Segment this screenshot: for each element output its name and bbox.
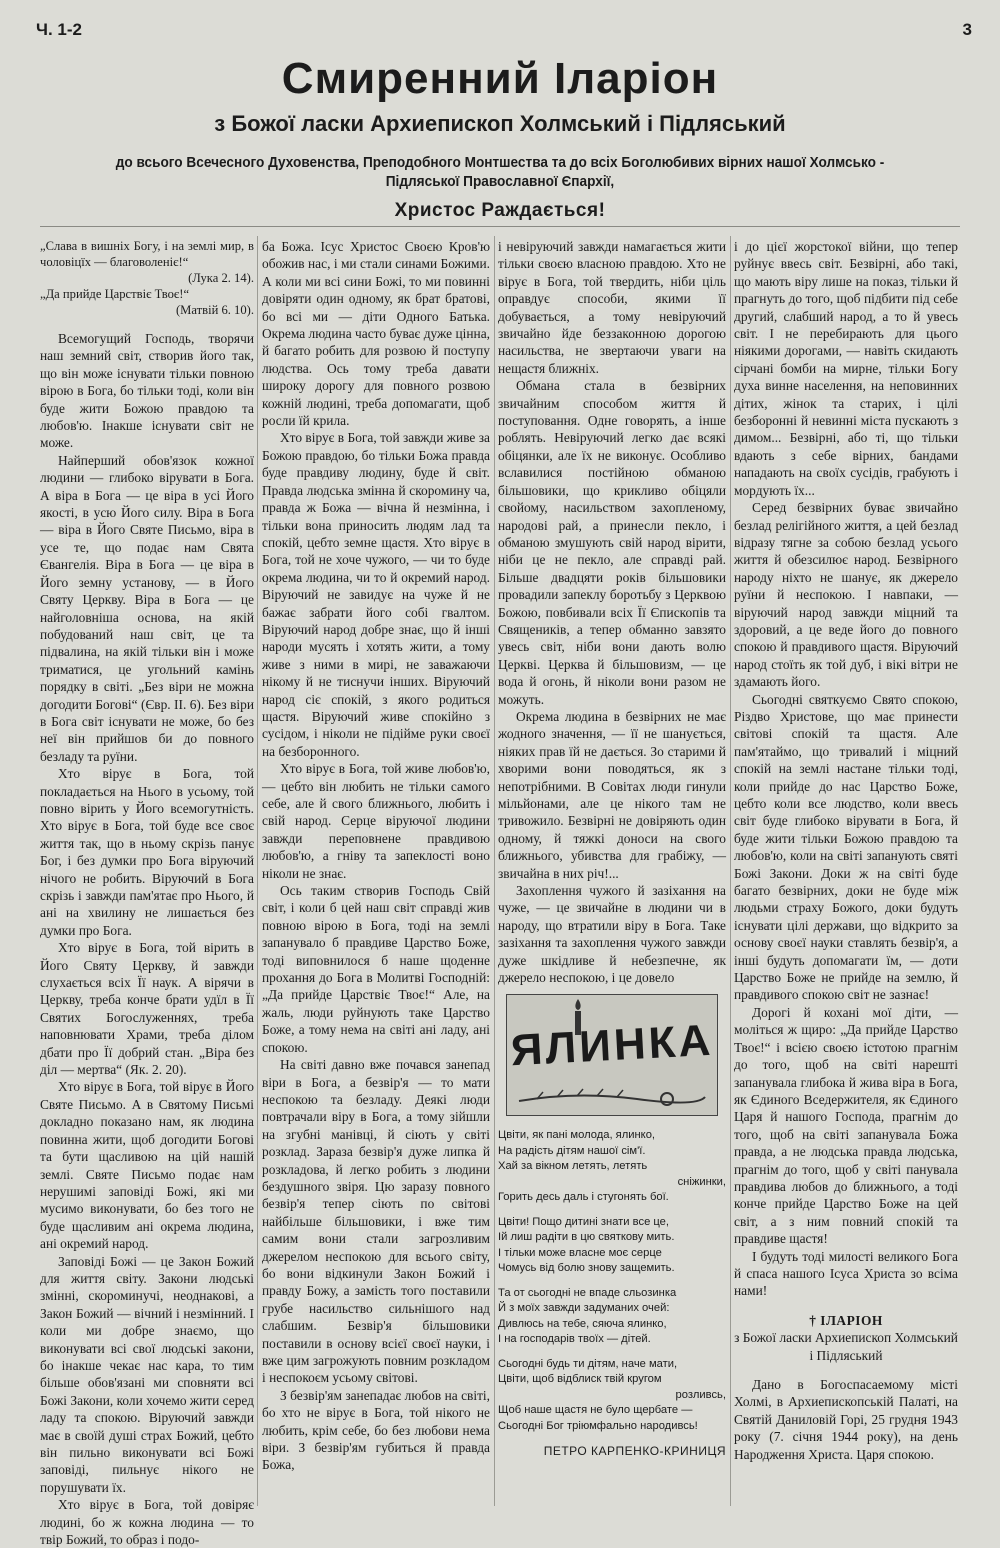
paragraph: Обмана стала в безвірних звичайним способом життя й поступовання. Одне говорять, а інше роблять. Невіруючий легко дає всякі обіцянки, але їх не виконує. Особливо вславилися постійною обманою більшовики, що крикливо обіцяли свойому, насильством захопленому, народові рай, а принесли пекло, і обманою змушують свій народ вірити, ніби це не пекло, але справді рай. Більше двадцяти років більшовики провадили запеклу боротьбу з Церквою Божою, повбивали всіх Її Єпископів та Священиків, а тепер обманно завзято увесь світ, ніби вони дають волю Церкві. Церква й більшовизм, — це вода й огонь, й ніколи вони разом не можуть. [498,378,726,707]
poem-title-banner [506,994,718,1116]
epigraph-reference: (Матвій 6. 10). [175,303,254,317]
page-number: 3 [962,20,972,39]
poem-line: Щоб наше щастя не було щербате — [498,1404,693,1416]
issue-number: Ч. 1-2 [36,20,82,39]
column-2 [262,238,490,1508]
poem-line: Горить десь даль і стугонять бої. [498,1191,669,1203]
paragraph: Серед безвірних буває звичайно безлад релігійного життя, а цей безлад відразу тягне за собою безлад усього життя й обезсилює народ. Безвірного народу ніхто не шанує, як джерело руїни й неспокою. І навпаки, — віруючий народ завжди міцний та здоровий, а це веде його до повного спокою й правдивого щастя. Віруючий народ стоїть як той дуб, і вікі вітри не здамають його. [734,500,958,690]
poem-line: сніжинки, [677,1175,726,1188]
poem-line: Дивлюсь на тебе, сяюча ялинко, [498,1317,667,1330]
poem-line: І тільки може власне моє серце [498,1246,662,1259]
paragraph: і до цієї жорстокої війни, що тепер руйнує ввесь світ. Безвірні, або такі, що мають віру лише на показ, тільки й прагнуть до того, щоб підбити під себе другий, слабший народ, а то й увесь світ. І не перебирають для цього ніякими дорогами, — навіть скидають сірчані бомби на мирне, тільки Богу духа винне населення, на неповинних дітих, жінок та старих, і цілі безборонні й невинні міста пускають з димом... Безвірні, або ті, що тільки вдають з себе вірних, бандами нападають на своїх сусідів, грабують і мордують їх... [734,239,958,498]
poem-author: ПЕТРО КАРПЕНКО-КРИНИЦЯ [543,1444,726,1458]
paragraph: На світі давно вже почався занепад віри в Бога, а безвір'я — то мати неспокою та безладу. Деякі люди повтрачали віру в Бога, а тому зійшли на згубні манівці, й сіють у світі розклад. Зараза безвір'я дуже липка й розкладова, й легко робить з людини бездушного звіря. Цю заразу повного безвір'я тепер сіють по світові найбільше більшовики, і вже тим самим вони стали загрозливим джерелом неспокою для всього світу, бо вони відкинули Закон Божий і правду Божу, а замість того поставили грубе насильство сильнішого над слабшим. Безвір'я більшовики поставили в основу всієї своєї науки, і вже цим загрожують повним розкладом і неспокоєм усьому світові. [262,1057,490,1386]
paragraph: Хто вірує в Бога, той завжди живе за Божою правдою, бо тільки Божа правда буде правдиву людину, буде й світ. Правда людська змінна й скоромину ча, правда ж Божа — вічна й незмінна, і тільки вона приносить людям лад та спокій, цебто земне щастя. Хто вірує в Бога, той не хоче чужого, — чи то буде окрема людина, чи то й окремий народ. Віруючий не завидує на чуже й не бажає забрати його собі гвалтом. Віруючий народ добре знає, що й інші народи мусять і хотять жити, а тому живе з ними в мирі, не заважаючи нікому й не тиснучи інших. Віруючий народ сіє спокій, з якого родиться щастя. Віруючий живе спокійно з сусідом, і ніколи не підійме руки своєї на безборонного. [262,430,490,759]
paragraph: ба Божа. Ісус Христос Своєю Кров'ю обожив нас, і ми стали синами Божими. А коли ми всі сини Божі, то ми повинні довіряти один одному, як брат братові, бо всі ми — діти Одного Батька. Окрема людина часто буває дуже цінна, й багато робить для розвою й поступу людства. Ось тому треба давати широку дорогу для повного розвою кожній людині, треба допомагати, щоб росли їй крила. [262,239,490,429]
poem-line: Хай за вікном летять, летять [498,1160,648,1172]
poem-line: Та от сьогодні не впаде сльозинка [498,1286,677,1299]
page-title: Смиренний Іларіон [281,54,719,103]
dated-line: Дано в Богоспасаемому місті Холмі, в Архиепископській Палаті, на Святій Даниловій Горі, 25 грудня 1943 року (7. січня 1944 року), на день Народження Христа. Царя спокою. [734,1377,958,1462]
column-divider [730,236,731,1506]
masthead [0,52,1000,222]
poem-line: Чомусь від болю знову защемить. [498,1262,675,1274]
paragraph: Всемогущий Господь, творячи наш земний світ, створив його так, що він може існувати тільки повною вірою в Бога, бо тільки тоді, коли він буде жити Божою правдою та любов'ю. Інакше існувати світ не може. [40,331,254,451]
poem-line: На радість дітям нашої сім'ї. [498,1144,646,1157]
paragraph: Найперший обов'язок кожної людини — глибоко вірувати в Бога. А віра в Бога — це віра в усі Його якості, в усю Його силу. Віра в Бога — віра в Його Святе Письмо, віра в усе те, що подає нам Свята Євангелія. Віра в Бога — це віра в Його земну установу, — в Його Святу Церкву. Віра в Бога — це найголовніша основа, на якій побудований наш світ, це та підвалина, на якій тільки він і може триматися, це угольний камінь порядку в світі. „Без віри не можна догодити Богові“ (Євр. ІІ. 6). Без віри в Бога світ існувати не може, бо без неї він прийшов би до повного безладу та руїни. [40,452,254,764]
epigraph: „Слава в вишніх Богу, і на землі мир, в чоловіцїх — благоволеніє!“ [40,239,254,269]
header-rule [40,226,960,227]
poem [498,990,726,1458]
signature-name: † ІЛАРІОН [809,1312,883,1328]
column-3 [498,238,726,986]
poem-line: Й з моїх завжди задуманих очей: [498,1302,670,1314]
poem-title: ЯЛИНКА [509,1015,715,1076]
greeting: Христос Раждається! [394,200,606,221]
page-subtitle: з Божої ласки Архиепископ Холмський і Підляський [214,111,786,136]
paragraph: Дорогі й кохані мої діти, — моліться ж щиро: „Да прийде Царство Твоє!“ і всією своєю істотою прагнім до того, щоб на світі нарешті запанувала глибока й жива віра в Бога, як Єдиного Вседержителя, як Єдиного Царя й нашого Господа, прагнім до того, щоб на світі запанувала Божа правда, а не людська правда людська, прагнім до того, щоб у світі панувала правдива любов до ближнього, а тоді конче прийде Царство Боже на цей світ, а з ним повний спокій та правдиве щастя! [734,1004,958,1247]
paragraph: Хто вірує в Бога, той живе любов'ю, — цебто він любить не тільки самого себе, але й свого ближнього, любить і свій народ. Серце віруючої людини завжди переповнене правдивою любов'ю, а гніву та запеклості воно ніколи не знає. [262,761,490,881]
poem-line: розливсь, [675,1388,726,1401]
paragraph: і невіруючий завжди намагається жити тільки своєю власною правдою. Хто не вірує в Бога, той твердить, ніби ціль оправдує способи, якими її добувається, а тому невіруючий звичайно йде беззаконною дорогою насильства, не звертаючи уваги на нещастя ближніх. [498,239,726,376]
poem-line: Цвіти, як пані молода, ялинко, [498,1129,656,1141]
paragraph: Окрема людина в безвірних не має жодного значення, — її не шанується, ніяких прав їй не дається. Зо старими й хворими вони поводяться, як з непотрібними. В Совітах люди гинули мільйонами, але це нікого там не тривожило. Безвірні не довіряють один одному, й тяжкі доноси на свого ближнього, убивства для грабіжу, — звичайна в них річ!... [498,708,726,881]
paragraph: Хто вірує в Бога, той вірить в Його Святу Церкву, й завжди слухається всіх Її наук. А вірячи в Церкву, треба конче брати удїл в Її Святих Богослуженнях, треба наповнювати Храми, треба ділом дбати про Її добрий стан. „Віра без діл — мертва“ (Як. 2. 20). [40,940,254,1078]
epigraph: „Да прийде Царствіє Твоє!“ [40,287,190,301]
poem-line: Цвіти, щоб відблиск твій кругом [498,1373,662,1385]
poem-text [498,1128,726,1434]
paragraph: Захоплення чужого й зазіхання на чуже, — це звичайне в людини чи в народу, що втратили віру в Бога. Таке зазіхання та захоплення чужого завжди дуже шкідливе й небезпечне, як джерело неспокою, і це довело [498,883,726,986]
paragraph: Заповіді Божі — це Закон Божий для життя світу. Закони людські змінні, скороминучі, неоднакові, а Закон Божий — вічний і незмінний. І коли ми добре знаємо, що виконувати всі свої людські закони, бо інакше чекає нас кара, то тим більше обов'язані ми сповняти всі Божі Закони, коли хочемо жити серед ладу та спокою. Віруючий завжди має в своїй душі страх Божий, цебто він пильно виконувати всі Божі заповіді, пильнує нікого не порушувати їх. [40,1253,254,1495]
poem-line: Сьогодні будь ти дітям, наче мати, [498,1357,678,1370]
paragraph: І будуть тоді милості великого Бога й спаса нашого Ісуса Христа зо всіма нами! [734,1248,958,1299]
column-divider [494,236,495,1506]
poem-line: Цвіти! Пощо дитині знати все це, [498,1215,670,1228]
poem-line: І на господарів твоїх — дітей. [498,1333,651,1345]
paragraph: Сьогодні святкуємо Свято спокою, Різдво Христове, що має принести світові спокій та щастя. Але пам'ятаймо, що тривалий і міцний спокій на землі настане тільки тоді, коли прийде до нас Царство Боже, цебто коли все людство, коли ввесь світ буде глибоко вірувати в Бога, й буде жити тільки Божою правдою та любов'ю, коли на світі запанують святі Божі Закони. Доки ж на світі буде багато безвірних, доки не буде між людьми страху Божого, доки будуть існувати цілі держави, що відкрито за основу своєї науки ставлять безвір'я, а інші будуть допомагати їм, — доти Царство Боже не прийде на землю, й правдивого спокою світ не зазнає! [734,691,958,1003]
fir-branch-icon [517,1089,707,1107]
column-1 [40,238,254,1548]
column-divider [257,236,258,1506]
poem-line: Ій лиш радіти в цю святкову мить. [498,1231,675,1243]
paragraph: Хто вірує в Бога, той довіряє людині, бо ж кожна людина — то твір Божий, то образ і подо- [40,1497,254,1548]
paragraph: Хто вірує в Бога, той покладається на Нього в усьому, той повно вірить у Його всемогутність. Хто вірує в Бога, той буде все своє життя так, що в ньому скрізь панує Бог, і без думки про Бога віруючий нічого не робить. Віруючий в Бога скрізь і завжди пам'ятає про Нього, й ані на хвилину не лишається без думки про Бога. [40,766,254,938]
paragraph: Ось таким створив Господь Свій світ, і коли б цей наш світ справді жив повною вірою в Бога, тоді на землі запанувало б правдиве Царство Боже, тоді виповнилося б наше щоденне прохання до Бога в Молитві Господній: „Да прийде Царствіє Твоє!“ Але, на жаль, люди руйнують таке Царство Боже, а тому нема на світі ані ладу, ані спокою. [262,883,490,1055]
epigraph-reference: (Лука 2. 14). [188,271,254,285]
paragraph: Хто вірує в Бога, той вірує в Його Святе Письмо. А в Святому Письмі докладно показано нам, як людина повинна жити, щоб догодити Богові та бути щасливою на цій нашій землі. Святе Письмо подає нам нерушимі заповіді Божі, які ми мусимо виконувати, бо без того не буде щасливим ані окрема людина, ані окремий народ. [40,1079,254,1252]
column-4 [734,238,958,1508]
address-line: до всього Всечесного Духовенства, Преподобного Монтшества та до всіх Боголюбивих вірних нашої Холмсько - Підляської Православної Єпархії, [115,155,885,190]
paragraph: З безвір'ям занепадає любов на світі, бо хто не вірує в Бога, той нікого не любить, крім себе, бо без любови нема віри. З безвір'ям губиться й правда Божа, [262,1387,490,1473]
poem-line: Сьогодні Бог тріюмфально народивсь! [498,1419,698,1432]
signature-title: з Божої ласки Архиепископ Холмський і Підляський [734,1330,958,1363]
